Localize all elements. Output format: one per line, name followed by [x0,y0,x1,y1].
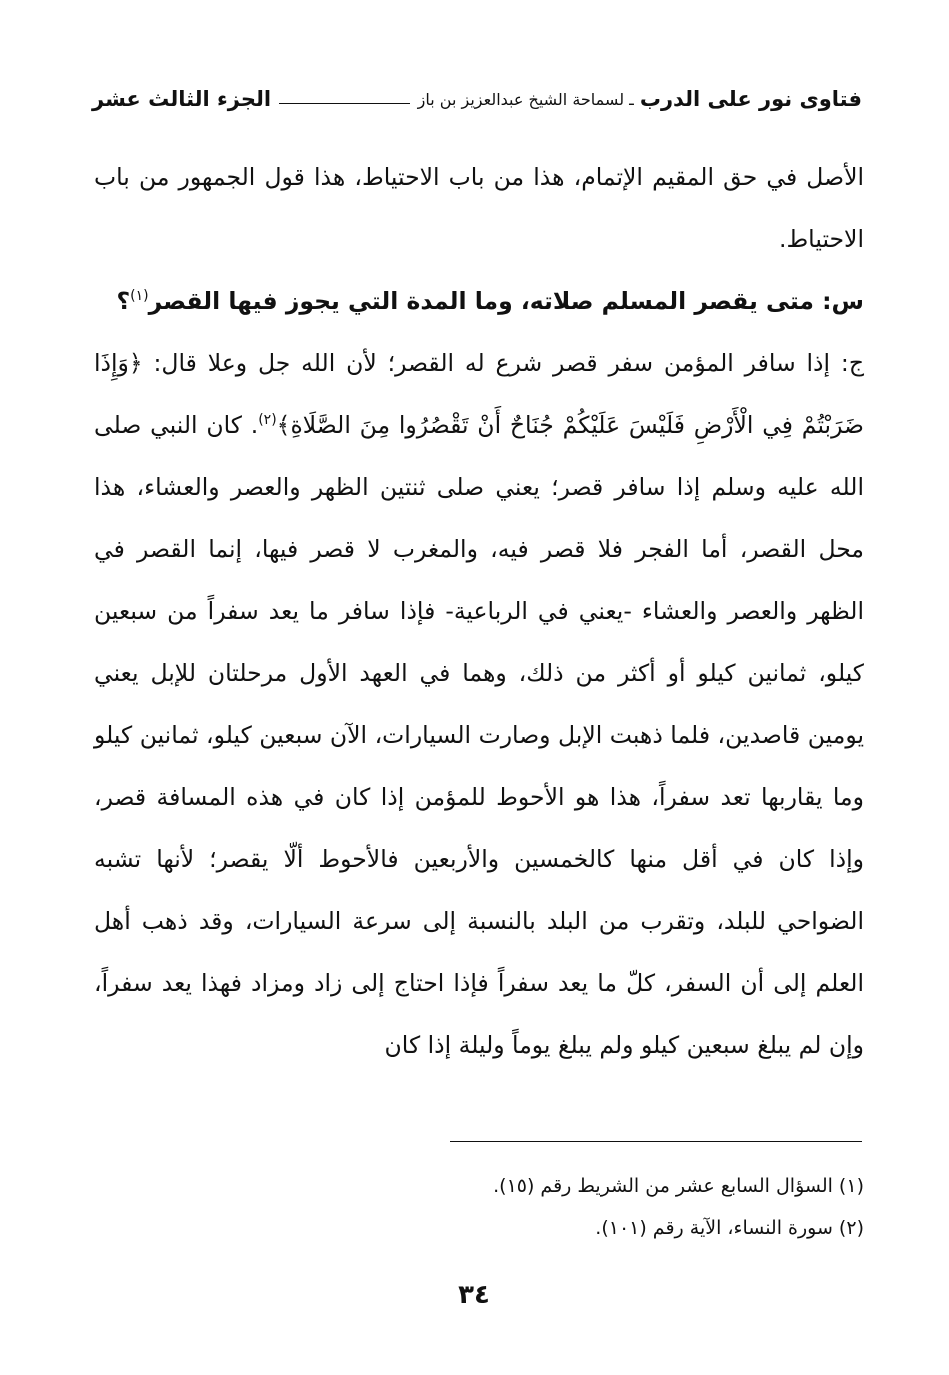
answer-text-rest: . كان النبي صلى الله عليه وسلم إذا سافر قصر؛ يعني صلى ثنتين الظهر والعصر والعشاء، هذا محل القصر، أما الفجر فلا قصر فيه، والمغرب لا قصر فيها، إنما القصر في الظهر والعصر والعشاء -يعني في الرباعية- فإذا سافر ما يعد سفراً من سبعين كيلو، ثمانين كيلو أو أكثر من ذلك، وهما في العهد الأول مرحلتان للإبل يعني يومين قاصدين، فلما ذهبت الإبل وصارت السيارات، الآن سبعين كيلو، ثمانين كيلو وما يقاربها تعد سفراً، هذا هو الأحوط للمؤمن إذا كان في هذه المسافة قصر، وإذا كان في أقل منها كالخمسين والأربعين فالأحوط ألّا يقصر؛ لأنها تشبه الضواحي للبلد، وتقرب من البلد بالنسبة إلى سرعة السيارات، وقد ذهب أهل العلم إلى أن السفر، كلّ ما يعد سفراً فإذا احتاج إلى زاد ومزاد فهذا يعد سفراً، وإن لم يبلغ سبعين كيلو ولم يبلغ يوماً وليلة إذا كان [94,411,864,1059]
main-text [94,146,864,1076]
question-text: س: متى يقصر المسلم صلاته، وما المدة التي يجوز فيها القصر [148,287,864,315]
footnote-2: (٢) سورة النساء، الآية رقم (١٠١). [595,1217,864,1239]
header-rule [279,103,410,104]
book-series-title: فتاوى نور على الدرب [639,87,862,111]
page-number: ٣٤ [458,1280,490,1310]
footnote-ref-2[interactable]: (٢) [258,412,277,429]
book-author: ـ لسماحة الشيخ عبدالعزيز بن باز [417,89,634,109]
footnote-ref-1[interactable]: (١) [130,288,149,305]
question-mark: ؟ [116,287,131,315]
answer-text-start: ج: إذا سافر المؤمن سفر قصر شرع له القصر؛ لأن الله جل وعلا قال: ﴿وَإِذَا ضَرَبْتُمْ فِي الْأَرْضِ فَلَيْسَ عَلَيْكُمْ جُنَاحٌ أَنْ تَقْصُرُوا مِنَ الصَّلَاةِ﴾ [94,349,864,439]
volume-title: الجزء الثالث عشر [92,87,272,111]
footnote-separator [450,1141,862,1142]
running-header [92,82,862,116]
footnotes [94,1165,864,1249]
footnote-1: (١) السؤال السابع عشر من الشريط رقم (١٥). [493,1175,864,1197]
paragraph-continuation: الأصل في حق المقيم الإتمام، هذا من باب الاحتياط، هذا قول الجمهور من باب الاحتياط. [94,163,864,253]
answer-paragraph [94,332,864,1076]
question-paragraph [94,270,864,332]
